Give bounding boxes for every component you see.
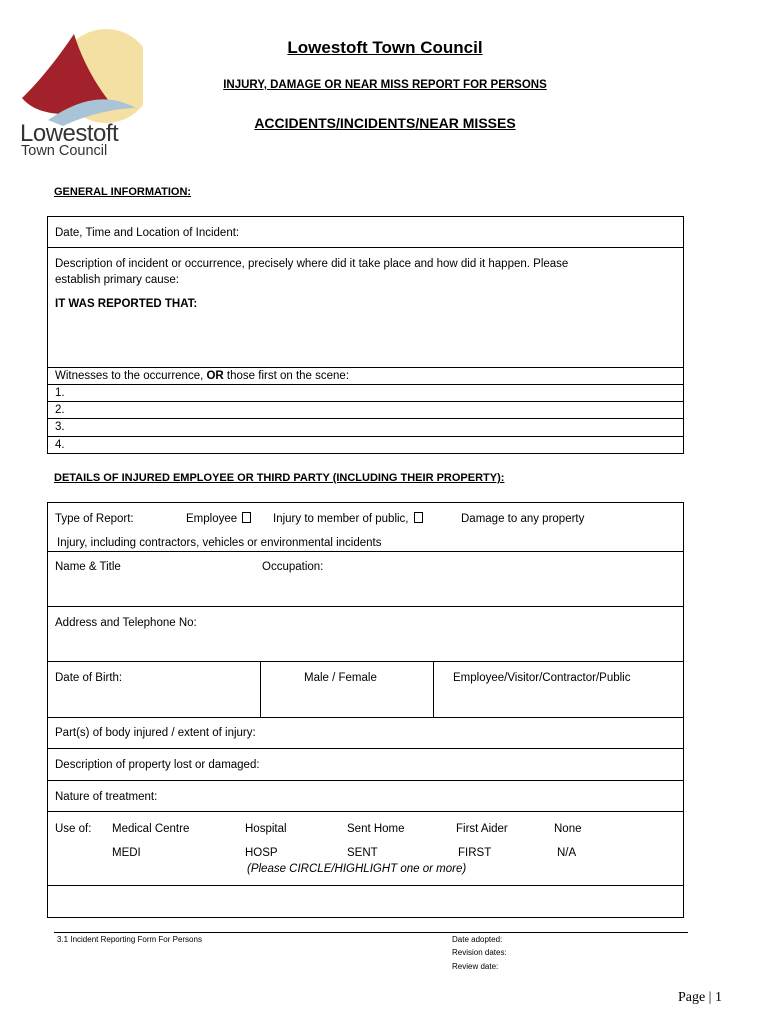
footer-revision-dates: Revision dates: xyxy=(452,948,507,957)
divider xyxy=(47,748,684,749)
details-heading: DETAILS OF INJURED EMPLOYEE OR THIRD PARTY (INCLUDING THEIR PROPERTY): xyxy=(54,472,505,484)
public-option[interactable]: Injury to member of public, xyxy=(273,511,423,527)
page-number: Page | 1 xyxy=(677,990,722,1005)
page-subtitle: INJURY, DAMAGE OR NEAR MISS REPORT FOR PERSONS xyxy=(223,79,547,91)
property-damaged-field[interactable]: Description of property lost or damaged: xyxy=(55,759,260,771)
divider xyxy=(433,661,434,717)
witness-field-1[interactable]: 1. xyxy=(55,387,65,399)
use-option-sent-home[interactable]: Sent Home xyxy=(347,823,405,835)
footer-divider xyxy=(54,932,688,933)
date-time-location-field[interactable]: Date, Time and Location of Incident: xyxy=(55,227,240,239)
occupation-field[interactable]: Occupation: xyxy=(262,561,324,573)
circle-note: (Please CIRCLE/HIGHLIGHT one or more) xyxy=(247,863,467,875)
divider xyxy=(47,401,684,402)
witness-field-4[interactable]: 4. xyxy=(55,439,65,451)
use-option-hospital[interactable]: Hospital xyxy=(245,823,287,835)
witness-field-3[interactable]: 3. xyxy=(55,421,65,433)
divider xyxy=(47,661,684,662)
employee-checkbox[interactable] xyxy=(242,512,251,523)
employee-option[interactable]: Employee xyxy=(186,511,251,527)
footer-review-date: Review date: xyxy=(452,962,499,971)
divider xyxy=(47,551,684,552)
date-of-birth-field[interactable]: Date of Birth: xyxy=(55,672,123,684)
divider xyxy=(47,885,684,886)
name-title-field[interactable]: Name & Title xyxy=(55,561,121,573)
treatment-field[interactable]: Nature of treatment: xyxy=(55,791,158,803)
divider xyxy=(260,661,261,717)
divider xyxy=(47,780,684,781)
page-title: Lowestoft Town Council xyxy=(287,38,483,57)
footer-form-name: 3.1 Incident Reporting Form For Persons xyxy=(57,935,202,944)
witness-field-2[interactable]: 2. xyxy=(55,404,65,416)
use-code-medi[interactable]: MEDI xyxy=(112,847,141,859)
reported-label: IT WAS REPORTED THAT: xyxy=(55,298,198,310)
use-code-sent[interactable]: SENT xyxy=(347,847,378,859)
address-telephone-field[interactable]: Address and Telephone No: xyxy=(55,617,197,629)
divider xyxy=(47,606,684,607)
public-checkbox[interactable] xyxy=(414,512,423,523)
use-code-na[interactable]: N/A xyxy=(557,847,577,859)
description-label-line2: establish primary cause: xyxy=(55,274,179,286)
divider xyxy=(47,384,684,385)
logo-text-line2: Town Council xyxy=(21,143,108,159)
type-of-report-note: Injury, including contractors, vehicles or environmental incidents xyxy=(57,537,382,549)
use-of-label: Use of: xyxy=(55,823,92,835)
category-field[interactable]: Employee/Visitor/Contractor/Public xyxy=(453,672,631,684)
footer-date-adopted: Date adopted: xyxy=(452,935,503,944)
property-option[interactable]: Damage to any property xyxy=(461,513,585,525)
use-option-none[interactable]: None xyxy=(554,823,582,835)
divider xyxy=(47,418,684,419)
divider xyxy=(47,811,684,812)
general-heading: GENERAL INFORMATION: xyxy=(54,186,192,198)
use-code-first[interactable]: FIRST xyxy=(458,847,492,859)
page-subtitle-2: ACCIDENTS/INCIDENTS/NEAR MISSES xyxy=(254,115,516,131)
use-code-hosp[interactable]: HOSP xyxy=(245,847,278,859)
witnesses-label: Witnesses to the occurrence, OR those first on the scene: xyxy=(55,370,350,382)
use-option-medical-centre[interactable]: Medical Centre xyxy=(112,823,190,835)
gender-field[interactable]: Male / Female xyxy=(304,672,377,684)
divider xyxy=(47,717,684,718)
type-of-report-label: Type of Report: xyxy=(55,513,134,525)
divider xyxy=(47,436,684,437)
description-label-line1: Description of incident or occurrence, precisely where did it take place and how did it happen. Please xyxy=(55,258,569,270)
use-option-first-aider[interactable]: First Aider xyxy=(456,823,508,835)
body-injured-field[interactable]: Part(s) of body injured / extent of injury: xyxy=(55,727,256,739)
logo-text-line1: Lowestoft xyxy=(20,120,119,147)
divider xyxy=(47,247,684,248)
